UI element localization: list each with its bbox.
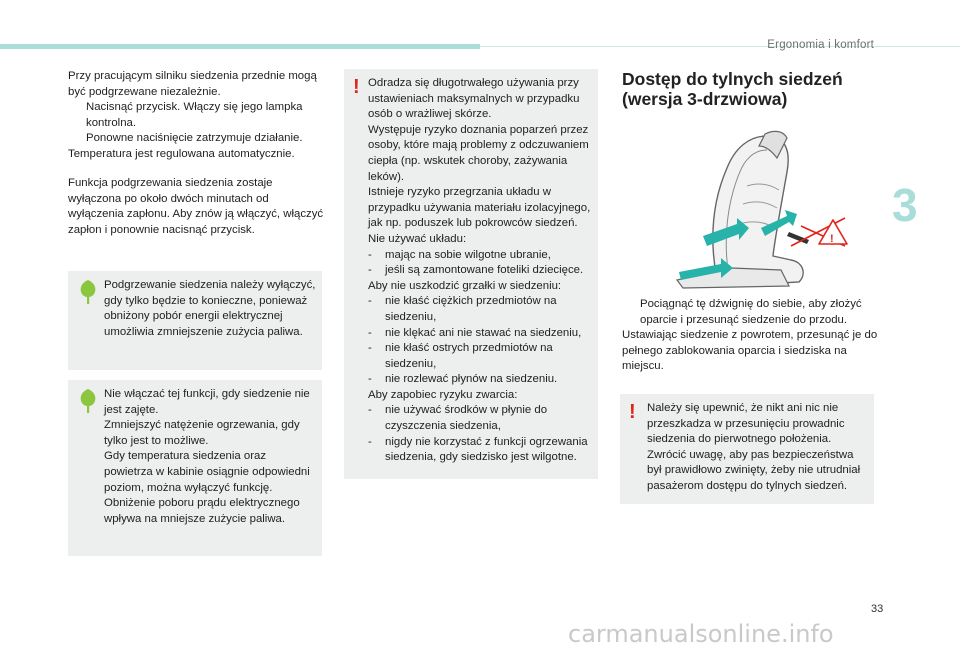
list-item bbox=[368, 326, 596, 342]
bullet-item bbox=[68, 131, 324, 147]
section-title: Ergonomia i komfort bbox=[767, 39, 874, 51]
eco-leaf-icon bbox=[78, 279, 98, 305]
dash-marker: - bbox=[368, 342, 372, 355]
list-item bbox=[368, 372, 596, 388]
list-item-text: nigdy nie korzystać z funkcji ogrzewania siedzenia, gdy siedzisko jest wilgotne. bbox=[385, 435, 588, 464]
list-item bbox=[368, 294, 596, 325]
short-circuit-intro: Aby zapobiec ryzyku zwarcia: bbox=[368, 388, 518, 401]
dash-marker: - bbox=[368, 373, 372, 386]
list-item bbox=[368, 341, 596, 372]
warning-box bbox=[344, 69, 598, 479]
eco-leaf-icon bbox=[78, 388, 98, 414]
dash-marker: - bbox=[368, 404, 372, 417]
list-item-text: jeśli są zamontowane foteliki dziecięce. bbox=[385, 264, 584, 277]
eco-note-box bbox=[68, 380, 322, 556]
seat-illustration bbox=[669, 128, 849, 289]
page-number: 33 bbox=[871, 603, 884, 615]
header-accent-bar bbox=[0, 44, 480, 49]
warning-icon: ! bbox=[353, 76, 360, 98]
eco-note-box bbox=[68, 271, 322, 370]
list-item-text: nie kłaść ciężkich przedmiotów na siedzeniu, bbox=[385, 295, 557, 323]
heating-after-text: Temperatura jest regulowana automatycznie. bbox=[68, 147, 295, 160]
eco-note-text: Podgrzewanie siedzenia należy wyłączyć, gdy tylko będzie to konieczne, ponieważ obniżony pobór energii elektrycznej umożliwia zmniejszenie zużycia paliwa. bbox=[104, 279, 316, 338]
warning-box bbox=[620, 394, 874, 504]
dash-marker: - bbox=[368, 435, 372, 448]
list-item-text: nie klękać ani nie stawać na siedzeniu, bbox=[385, 326, 582, 339]
bullet-text: Nacisnąć przycisk. Włączy się jego lampka kontrolna. bbox=[86, 101, 303, 129]
warning-intro: Odradza się długotrwałego używania przy ustawieniach maksymalnych w przypadku osób o wrażliwej skórze. Występuje ryzyko doznania poparzeń przez osoby, które mają problemy z odczuwaniem ciepła (np. wskutek choroby, zażywania leków). Istnieje ryzyko przegrzania układu w przypadku używania materiału izolacyjnego, jak np. poduszek lub pokrowców siedzeń. Nie używać układu: bbox=[368, 77, 591, 245]
eco-note-text: Nie włączać tej funkcji, gdy siedzenie nie jest zajęte. Zmniejszyć natężenie ogrzewania, gdy tylko jest to możliwe. Gdy temperatura siedzenia oraz powietrza w kabinie osiągnie odpowiedni poziom, można wyłączyć funkcję. Obniżenie poboru prądu elektrycznego wpływa na mniejsze zużycie paliwa. bbox=[104, 388, 310, 525]
bullet-item bbox=[622, 297, 878, 328]
section-heading: Dostęp do tylnych siedzeń (wersja 3-drzwiowa) bbox=[622, 69, 843, 109]
bullet-item bbox=[68, 100, 324, 131]
heating-intro: Przy pracującym silniku siedzenia przednie mogą być podgrzewane niezależnie. bbox=[68, 70, 317, 98]
dash-marker: - bbox=[368, 295, 372, 308]
list-item-text: nie rozlewać płynów na siedzeniu. bbox=[385, 373, 558, 386]
list-item-text: nie kłaść ostrych przedmiotów na siedzeniu, bbox=[385, 342, 553, 370]
list-item-text: mając na sobie wilgotne ubranie, bbox=[385, 248, 551, 261]
heating-intro-block bbox=[68, 69, 324, 163]
bullet-text: Ponowne naciśnięcie zatrzymuje działanie. bbox=[86, 132, 303, 145]
access-after-text: Ustawiając siedzenie z powrotem, przesunąć je do pełnego zablokowania oparcia i siedziska na miejscu. bbox=[622, 329, 878, 373]
dash-marker: - bbox=[368, 264, 372, 277]
list-item bbox=[368, 403, 596, 434]
damage-intro: Aby nie uszkodzić grzałki w siedzeniu: bbox=[368, 279, 562, 292]
warning-content bbox=[368, 76, 596, 466]
chapter-number: 3 bbox=[892, 179, 918, 231]
dash-marker: - bbox=[368, 326, 372, 339]
list-item bbox=[368, 248, 596, 264]
dash-marker: - bbox=[368, 248, 372, 261]
triangle-warning-glyph: ! bbox=[830, 233, 834, 245]
list-item bbox=[368, 263, 596, 279]
list-item bbox=[368, 435, 596, 466]
warning-text: Należy się upewnić, że nikt ani nic nie przeszkadza w przesunięciu prowadnic siedzenia do pierwotnego położenia. Zwrócić uwagę, aby pas bezpieczeństwa był prawidłowo zwinięty, żeby nie utrudniał pasażerom dostępu do tylnych siedzeń. bbox=[647, 402, 861, 492]
header-rule bbox=[480, 46, 960, 47]
heating-auto-off-text: Funkcja podgrzewania siedzenia zostaje wyłączona po około dwóch minutach od wyłączenia zapłonu. Aby znów ją włączyć, włączyć zapłon i ponownie nacisnąć przycisk. bbox=[68, 177, 324, 236]
access-text-block bbox=[622, 297, 878, 375]
watermark: carmanualsonline.info bbox=[568, 620, 834, 648]
warning-icon: ! bbox=[629, 401, 636, 423]
list-item-text: nie używać środków w płynie do czyszczenia siedzenia, bbox=[385, 404, 548, 433]
bullet-text: Pociągnąć tę dźwignię do siebie, aby złożyć oparcie i przesunąć siedzenie do przodu. bbox=[640, 298, 862, 326]
